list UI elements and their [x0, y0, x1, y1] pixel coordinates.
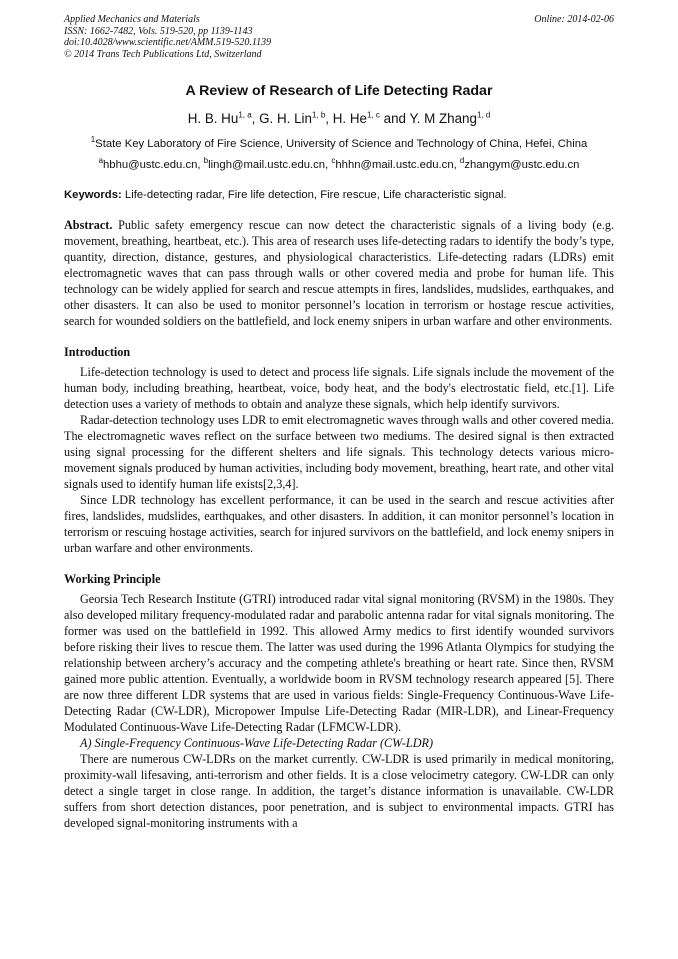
paragraph: There are numerous CW-LDRs on the market currently. CW-LDR is used primarily in medical monitoring, proximity-wall lifesaving, anti-terrorism and other fields. It is a close velocimetry category. CW-LDR can only detect a single target in close range. In addition, the target’s distance information is unavailable. CW-LDR suffers from short detection distances, poor penetration, and is subject to environmental impacts. GTRI has developed signal-monitoring instruments with a [64, 752, 614, 830]
author-affil-mark: 1, a [238, 110, 252, 120]
paragraph: Radar-detection technology uses LDR to emit electromagnetic waves through walls and other covered media. The electromagnetic waves reflect on the surface between two mediums. The desired signal is then extracted using signal processing for the different shelters and life signals. This technology detects various micro-movement signals produced by human activities, including body movement, breathing, heart rate, and other vital signals used to identify human life exists[2,3,4]. [64, 413, 614, 491]
email-address: hhhn@mail.ustc.edu.cn, [335, 159, 457, 171]
issn-line: ISSN: 1662-7482, Vols. 519-520, pp 1139-1143 [64, 25, 253, 37]
abstract-text: Public safety emergency rescue can now detect the characteristic signals of a living body (e.g. movement, breathing, heartbeat, etc.). This area of research uses life-detecting radars to identify the body’s type, quantity, direction, distance, gestures, and physiological characteristics. Life-detecting radars (LDRs) emit electromagnetic waves that can pass through walls or other covered media and probe for human life. This technology can be widely applied for search and rescue attempts in fires, landslides, mudslides, earthquakes, and other disasters. It can also be used to monitor personnel’s location in terrorism or hostage rescue activities, search for wounded soldiers on the battlefield, and lock enemy snipers in urban warfare and other environments. [64, 218, 614, 328]
journal-header [64, 14, 614, 62]
abstract-label: Abstract. [64, 218, 113, 232]
author-emails [64, 157, 614, 173]
email-address: hbhu@ustc.edu.cn, [103, 159, 201, 171]
author-affil-mark: 1, d [476, 110, 491, 120]
email-mark: b [203, 156, 209, 166]
email-address: zhangym@ustc.edu.cn [464, 159, 580, 171]
author-affil-mark: 1, c [366, 110, 380, 120]
affiliation-mark: 1 [90, 135, 96, 145]
affiliation-text: State Key Laboratory of Fire Science, University of Science and Technology of China, Hefei, China [95, 138, 588, 150]
section-heading-introduction: Introduction [64, 345, 131, 359]
copyright-line: © 2014 Trans Tech Publications Ltd, Switzerland [64, 48, 262, 60]
affiliation [64, 136, 614, 152]
email-mark: c [331, 156, 336, 166]
author-list: H. B. Hu$^{1, a}$, G. H. Lin$^{1, b}$, H. He$^{1, c}$ and Y. M Zhang$^{1, d}$ [187, 110, 491, 126]
author-affil-mark: 1, b [311, 110, 326, 120]
subsection-heading-cw-ldr: A) Single-Frequency Continuous-Wave Life-Detecting Radar (CW-LDR) [80, 736, 434, 750]
keywords-label: Keywords: [64, 189, 122, 201]
paper-title: A Review of Research of Life Detecting Radar [185, 83, 493, 99]
email-address: lingh@mail.ustc.edu.cn, [208, 159, 329, 171]
journal-name: Applied Mechanics and Materials [64, 14, 200, 25]
abstract [64, 217, 614, 329]
author-conjunction: and [383, 111, 406, 126]
doi-line: doi:10.4028/www.scientific.net/AMM.519-520.1139 [64, 37, 272, 48]
section-heading-working-principle: Working Principle [64, 572, 161, 586]
author-name: H. He [332, 111, 367, 126]
paragraph: Life-detection technology is used to detect and process life signals. Life signals include the movement of the human body, including breathing, heartbeat, voice, body heat, and the body's electrostatic field, etc.[1]. Life detection uses a variety of methods to obtain and analyze these signals, which help identify survivors. [64, 365, 614, 411]
paragraph: Georsia Tech Research Institute (GTRI) introduced radar vital signal monitoring (RVSM) in the 1980s. They also developed military frequency-modulated radar and parabolic antenna radar for vital signals monitoring. The former was used on the battlefield in 1992. This allowed Army medics to first identify wounded survivors before risking their lives to rescue them. The latter was used during the 1996 Atlanta Olympics for studying the relationship between archery’s accuracy and the competing athlete's breathing or heart rate. Since then, RVSM gained more public attention. Eventually, a worldwide boom in RVSM technology research appeared [5]. There are now three different LDR systems that are used in various fields: Single-Frequency Continuous-Wave Life-Detecting Radar (CW-LDR), Micropower Impulse Life-Detecting Radar (MIR-LDR), and Linear-Frequency Modulated Continuous-Wave Life-Detecting Radar (LFMCW-LDR). [64, 592, 614, 734]
author-name: Y. M Zhang [409, 111, 477, 126]
online-date: Online: 2014-02-06 [534, 14, 614, 25]
email-mark: a [98, 156, 104, 166]
keywords [64, 187, 614, 203]
author-name: G. H. Lin [259, 111, 312, 126]
keywords-text: Life-detecting radar, Fire life detection, Fire rescue, Life characteristic signal. [124, 189, 507, 201]
email-mark: d [459, 156, 465, 166]
author-name: H. B. Hu [187, 111, 239, 126]
paragraph: Since LDR technology has excellent performance, it can be used in the search and rescue activities after fires, landslides, mudslides, earthquakes, and other disasters. In addition, it can monitor personnel’s location in terrorism or rescuing hostage activities, search for injured survivors on the battlefield, and lock enemy snipers in urban warfare and other environments. [64, 493, 614, 555]
